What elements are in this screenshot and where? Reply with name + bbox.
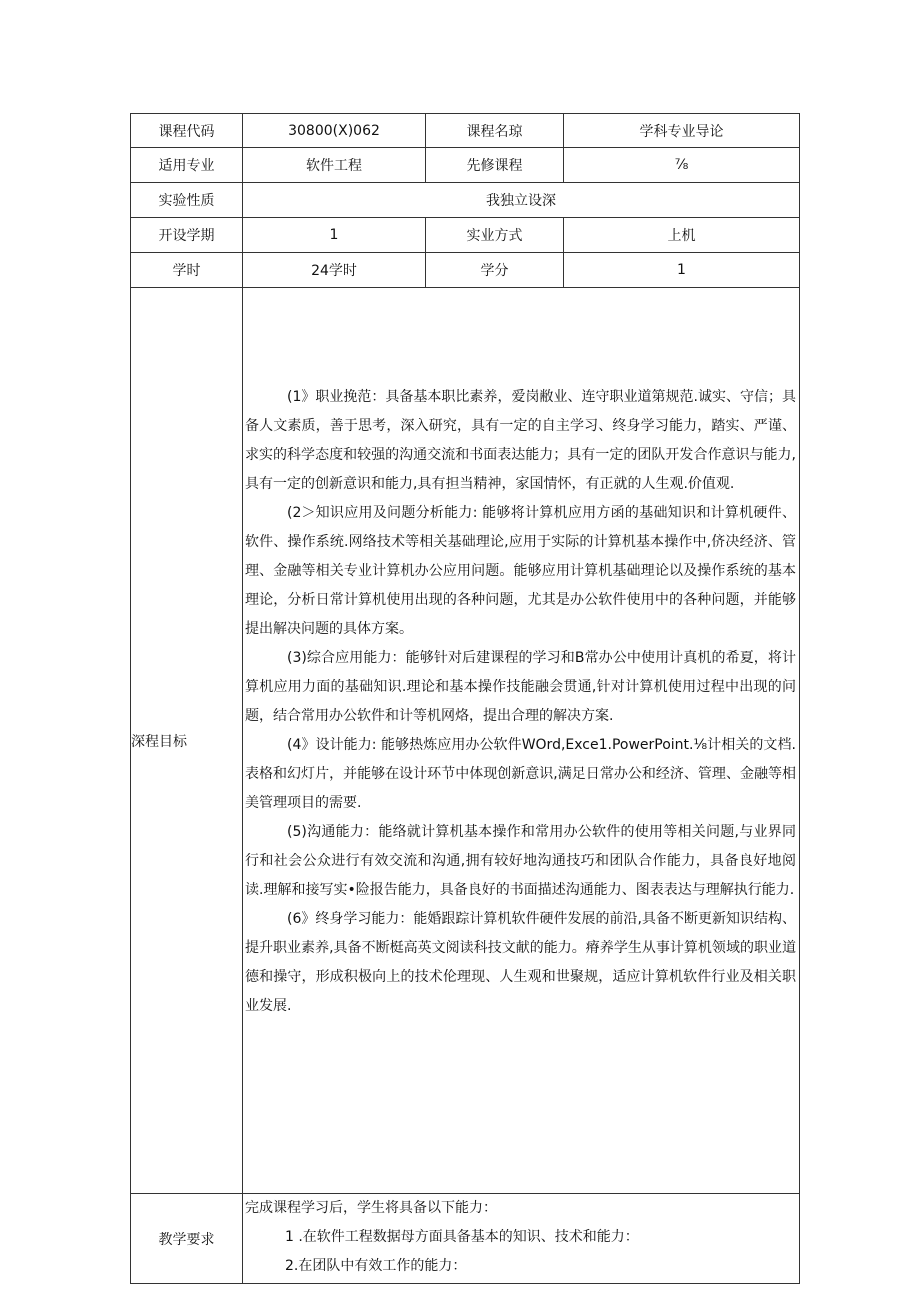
table-row — [131, 288, 800, 1194]
teaching-requirements-label: 教学要求 — [131, 1194, 243, 1284]
goal-paragraph: (6》终身学习能力：能婚跟踪计算机软件硬件发展的前沿,具备不断更新知识结构、提升职业素养,具备不断梃高英文阅读科技文献的能力。瘠养学生从事计算机领域的职业道德和操守，形成积极向上的技术伦理现、人生观和世聚规，适应计算机软件行业及相关职业发展. — [245, 911, 796, 1014]
table-row — [131, 114, 800, 148]
table-row — [131, 253, 800, 288]
table-row — [131, 1194, 800, 1284]
course-code-value: 30800(X)062 — [243, 114, 426, 148]
goal-paragraph: (2＞知识应用及问题分析能力: 能够将计算机应用方函的基础知识和计算机硬件、软件、操作系统.网络技术等相关基础理论,应用于实际的计算机基本操作中,侪决经济、管理、金融等相关专业计算机办公应用问题。能够应用计算机基础理论以及操作系统的基本理论，分析日常计算机使用出现的各种问题，尤其是办公软件使用中的各种问题，并能够提出解决问题的具体方案。 — [245, 505, 796, 637]
course-goals-label: 深程目标 — [131, 288, 243, 1194]
credit-value: 1 — [564, 253, 800, 288]
mode-label: 实业方式 — [426, 218, 564, 253]
course-name-label: 课程名琼 — [426, 114, 564, 148]
table-row — [131, 218, 800, 253]
table-row — [131, 183, 800, 218]
goal-paragraph: (3)综合应用能力：能够针对后建课程的学习和B常办公中使用计真机的希夏，将计算机应用力面的基础知识.理论和基本操作技能融会贯通,针对计算机使用过程中出现的问题，结合常用办公软件和计等机网烙，提出合理的解决方案. — [245, 650, 796, 724]
experiment-nature-label: 实验性质 — [131, 183, 243, 218]
requirement-item: 1 .在软件工程数据母方面具备基本的知识、技术和能力： — [285, 1229, 639, 1245]
requirements-intro: 完成课程学习后，学生将具备以下能力： — [245, 1200, 497, 1216]
term-label: 开设学期 — [131, 218, 243, 253]
table-row — [131, 148, 800, 183]
prereq-label: 先修课程 — [426, 148, 564, 183]
teaching-requirements-body — [243, 1194, 800, 1284]
experiment-nature-value: 我独立设深 — [243, 183, 800, 218]
course-info-table — [130, 113, 800, 1284]
hours-label: 学时 — [131, 253, 243, 288]
hours-value: 24学时 — [243, 253, 426, 288]
major-value: 软件工程 — [243, 148, 426, 183]
major-label: 适用专业 — [131, 148, 243, 183]
course-goals-body — [243, 288, 800, 1194]
course-code-label: 课程代码 — [131, 114, 243, 148]
goal-paragraph: (1》职业挽范：具备基本职比素养，爱岗敝业、连守职业道第规范.诚实、守信；具备人文素质，善于思考，深入研究，具有一定的自主学习、终身学习能力，踏实、严谨、求实的科学态度和较强的沟通交流和书面表达能力；具有一定的团队开发合作意识与能力,具有一定的创新意识和能力,具有担当精神，家国情怀，有正就的人生观.价值观. — [245, 389, 796, 492]
mode-value: 上机 — [564, 218, 800, 253]
goal-paragraph: (5)沟通能力：能络就计算机基本操作和常用办公软件的使用等相关问题,与业界同行和社会公众进行有效交流和沟通,拥有较好地沟通技巧和团队合作能力，具备良好地阅读.理解和接写实•险报告能力，具备良好的书面描述沟通能力、图表表达与理解执行能力. — [245, 824, 796, 898]
requirement-item: 2.在团队中有效工作的能力： — [285, 1258, 467, 1274]
term-value: 1 — [243, 218, 426, 253]
course-name-value: 学科专业导论 — [564, 114, 800, 148]
prereq-value: ⅞ — [564, 148, 800, 183]
credit-label: 学分 — [426, 253, 564, 288]
goal-paragraph: (4》设计能力: 能够热炼应用办公软件WOrd,Exce1.PowerPoint.⅛计相关的文档.表格和幻灯片，并能够在设计环节中体现创新意识,满足日常办公和经济、管理、金融等相美管理项目的需要. — [245, 737, 796, 811]
